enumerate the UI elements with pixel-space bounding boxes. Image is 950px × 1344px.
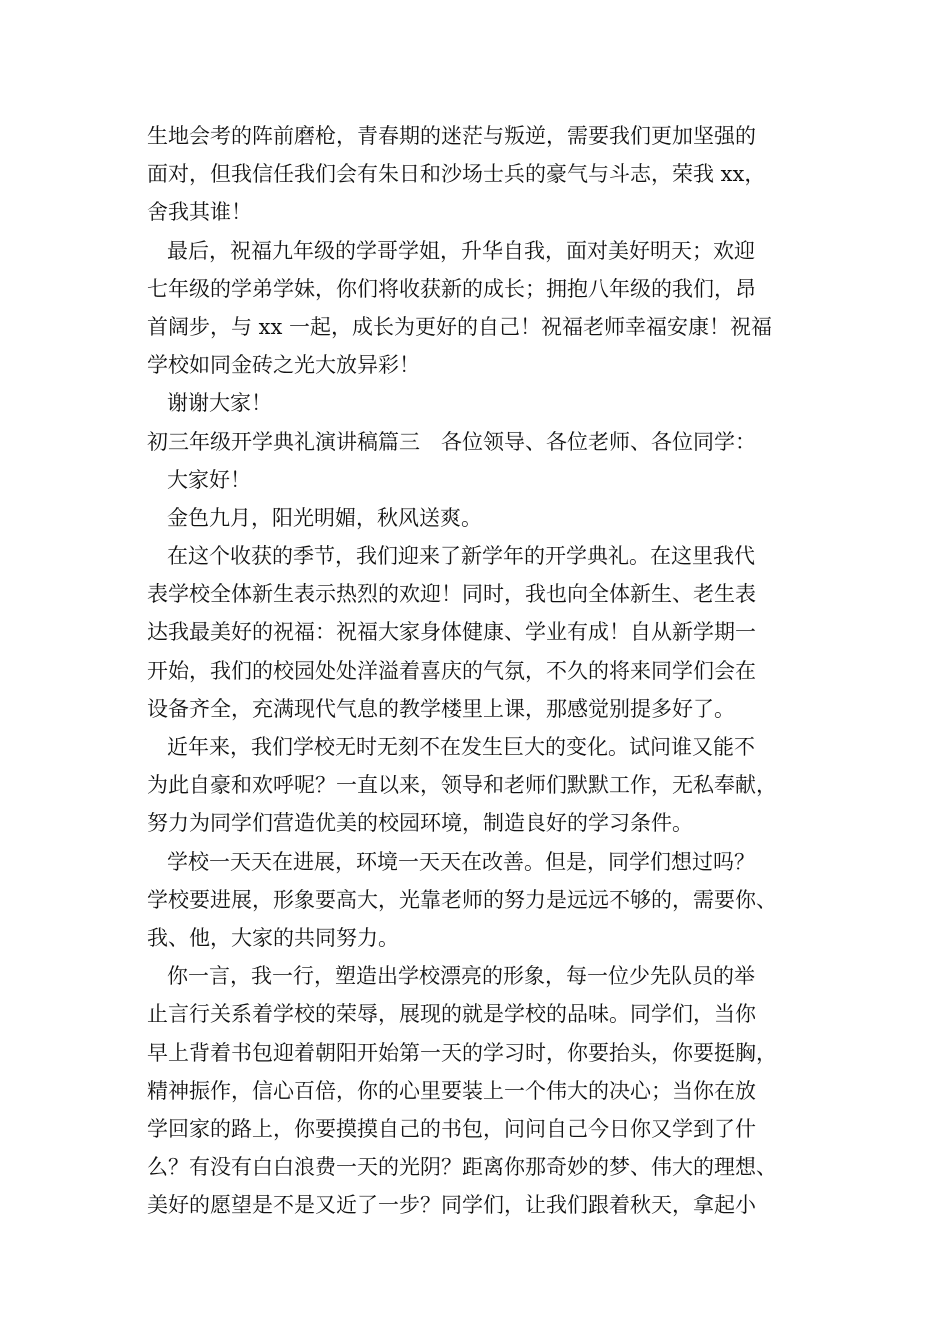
text-line: 金色九月，阳光明媚，秋风送爽。 (167, 505, 482, 530)
text-line: 学回家的路上，你要摸摸自己的书包，问问自己今日你又学到了什 (147, 1116, 756, 1141)
text-line: 首阔步，与 xx 一起，成长为更好的自己！祝福老师幸福安康！祝福 (147, 314, 773, 339)
text-line: 七年级的学弟学妹，你们将收获新的成长；拥抱八年级的我们，昂 (147, 276, 756, 301)
text-line: 面对，但我信任我们会有朱日和沙场士兵的豪气与斗志，荣我 xx， (147, 162, 766, 187)
text-line: 学校要进展，形象要高大，光靠老师的努力是远远不够的，需要你、 (147, 887, 777, 912)
text-line: 表学校全体新生表示热烈的欢迎！同时，我也向全体新生、老生表 (147, 582, 756, 607)
text-line: 学校如同金砖之光大放异彩！ (147, 353, 420, 378)
text-line: 谢谢大家！ (167, 391, 272, 416)
text-line: 舍我其谁！ (147, 200, 252, 225)
text-line: 在这个收获的季节，我们迎来了新学年的开学典礼。在这里我代 (167, 544, 755, 569)
text-line: 早上背着书包迎着朝阳开始第一天的学习时，你要抬头，你要挺胸， (147, 1040, 777, 1065)
document-body (147, 117, 817, 1224)
text-line: 初三年级开学典礼演讲稿篇三 各位领导、各位老师、各位同学： (147, 429, 756, 454)
text-line: 设备齐全，充满现代气息的教学楼里上课，那感觉别提多好了。 (147, 696, 735, 721)
text-line: 开始，我们的校园处处洋溢着喜庆的气氛，不久的将来同学们会在 (147, 658, 756, 683)
text-line: 么？有没有白白浪费一天的光阴？距离你那奇妙的梦、伟大的理想、 (147, 1155, 777, 1180)
text-line: 达我最美好的祝福：祝福大家身体健康、学业有成！自从新学期一 (147, 620, 756, 645)
text-line: 精神振作，信心百倍，你的心里要装上一个伟大的决心；当你在放 (147, 1078, 756, 1103)
text-line: 最后，祝福九年级的学哥学姐，升华自我，面对美好明天；欢迎 (167, 238, 755, 263)
text-line: 近年来，我们学校无时无刻不在发生巨大的变化。试问谁又能不 (167, 735, 755, 759)
text-line: 止言行关系着学校的荣辱，展现的就是学校的品味。同学们，当你 (147, 1002, 756, 1027)
text-line: 生地会考的阵前磨枪，青春期的迷茫与叛逆，需要我们更加坚强的 (147, 124, 756, 148)
text-line: 我、他，大家的共同努力。 (147, 925, 399, 950)
text-line: 学校一天天在进展，环境一天天在改善。但是，同学们想过吗？ (167, 849, 755, 874)
text-line: 大家好！ (167, 467, 251, 492)
text-line: 努力为同学们营造优美的校园环境，制造良好的学习条件。 (147, 811, 693, 836)
text-line: 你一言，我一行，塑造出学校漂亮的形象，每一位少先队员的举 (167, 964, 755, 989)
text-line: 为此自豪和欢呼呢？一直以来，领导和老师们默默工作，无私奉献， (147, 773, 777, 798)
text-line: 美好的愿望是不是又近了一步？同学们，让我们跟着秋天，拿起小 (147, 1193, 756, 1218)
